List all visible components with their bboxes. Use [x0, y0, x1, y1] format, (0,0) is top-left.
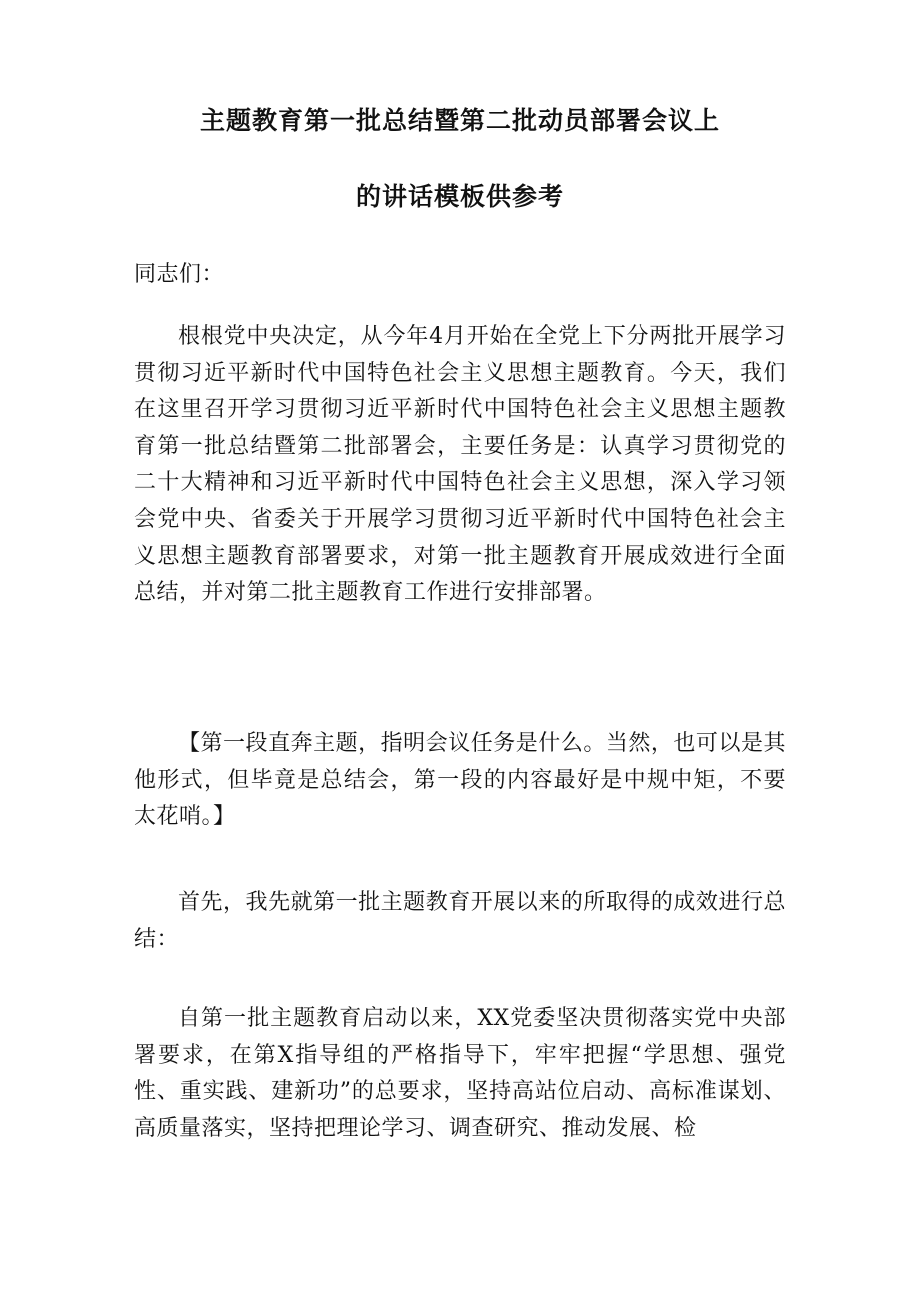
document-title-line-1: 主题教育第一批总结暨第二批动员部署会议上	[199, 106, 720, 135]
document-title-line-2: 的讲话模板供参考	[355, 182, 564, 211]
paragraph-4: 自第一批主题教育启动以来，XX党委坚决贯彻落实党中央部署要求，在第X指导组的严格指导下，牢牢把握“学思想、强党性、重实践、建新功”的总要求，坚持高站位启动、高标准谋划、高质量落实，坚持把理论学习、调查研究、推动发展、检	[134, 1006, 786, 1141]
salutation: 同志们：	[134, 262, 225, 287]
paragraph-1: 根根党中央决定，从今年4月开始在全党上下分两批开展学习贯彻习近平新时代中国特色社会主义思想主题教育。今天，我们在这里召开学习贯彻习近平新时代中国特色社会主义思想主题教育第一批总结暨第二批部署会，主要任务是：认真学习贯彻党的二十大精神和习近平新时代中国特色社会主义思想，深入学习领会党中央、省委关于开展学习贯彻习近平新时代中国特色社会主义思想主题教育部署要求，对第一批主题教育开展成效进行全面总结，并对第二批主题教育工作进行安排部署。	[134, 324, 786, 606]
paragraph-3: 首先，我先就第一批主题教育开展以来的所取得的成效进行总结：	[134, 890, 786, 952]
paragraph-2-annotation: 【第一段直奔主题，指明会议任务是什么。当然，也可以是其他形式，但毕竟是总结会，第一段的内容最好是中规中矩，不要太花哨。】	[134, 731, 786, 830]
